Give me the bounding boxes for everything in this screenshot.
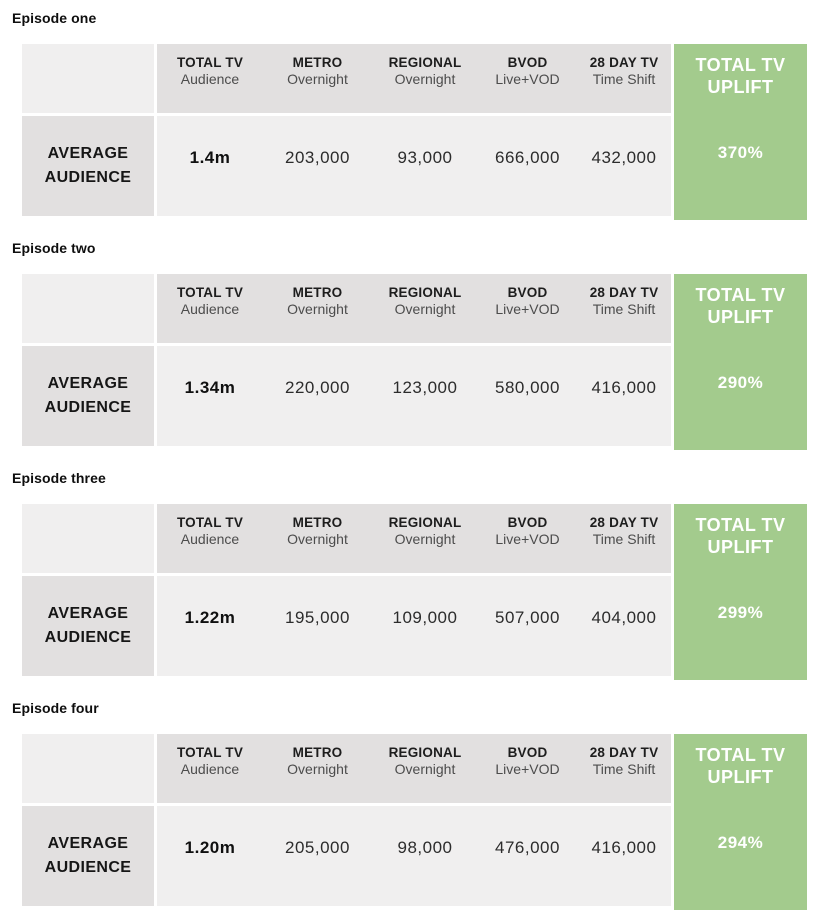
episode-three-section xyxy=(12,469,821,676)
table-data-row xyxy=(157,806,671,906)
table-data-row xyxy=(157,576,671,676)
audience-table xyxy=(22,44,807,216)
column-subtitle: Overnight xyxy=(287,71,348,87)
row-label-average-audience: AVERAGE AUDIENCE xyxy=(22,116,154,216)
episode-title: Episode three xyxy=(12,470,106,486)
value-regional: 98,000 xyxy=(397,838,453,857)
uplift-value: 290% xyxy=(717,373,764,392)
uplift-cell xyxy=(674,44,807,220)
value-bvod: 507,000 xyxy=(495,608,560,627)
column-title: TOTAL TV xyxy=(176,745,244,760)
column-title: 28 DAY TV xyxy=(589,55,659,70)
value-total-tv: 1.34m xyxy=(184,378,236,397)
column-title: 28 DAY TV xyxy=(589,515,659,530)
value-28-day-tv: 432,000 xyxy=(591,148,657,167)
column-subtitle: Audience xyxy=(180,761,240,777)
episode-title: Episode four xyxy=(12,700,99,716)
table-data-row xyxy=(157,346,671,446)
column-header-metro xyxy=(263,44,372,113)
column-title: METRO xyxy=(292,55,343,70)
column-subtitle: Live+VOD xyxy=(495,761,560,777)
column-subtitle: Overnight xyxy=(287,301,348,317)
column-title: METRO xyxy=(292,745,343,760)
uplift-header: TOTAL TV UPLIFT xyxy=(695,515,786,557)
value-bvod: 666,000 xyxy=(495,148,560,167)
column-header-regional xyxy=(372,504,478,573)
column-header-metro xyxy=(263,274,372,343)
column-title: REGIONAL xyxy=(388,515,462,530)
column-header-28-day-tv xyxy=(577,44,671,113)
column-subtitle: Overnight xyxy=(394,761,456,777)
column-header-metro xyxy=(263,504,372,573)
column-title: TOTAL TV xyxy=(176,55,244,70)
uplift-value: 299% xyxy=(717,603,764,622)
value-28-day-tv: 416,000 xyxy=(591,378,657,397)
uplift-value: 294% xyxy=(717,833,764,852)
column-title: REGIONAL xyxy=(388,285,462,300)
uplift-header: TOTAL TV UPLIFT xyxy=(695,55,786,97)
column-subtitle: Overnight xyxy=(287,761,348,777)
column-title: TOTAL TV xyxy=(176,515,244,530)
value-metro: 203,000 xyxy=(285,148,350,167)
column-title: REGIONAL xyxy=(388,745,462,760)
column-header-bvod xyxy=(478,504,577,573)
column-subtitle: Time Shift xyxy=(592,531,656,547)
uplift-cell xyxy=(674,734,807,910)
uplift-cell xyxy=(674,274,807,450)
episode-four-section xyxy=(12,699,821,906)
audience-table xyxy=(22,504,807,676)
value-bvod: 580,000 xyxy=(495,378,560,397)
table-header-row xyxy=(157,44,671,113)
column-title: 28 DAY TV xyxy=(589,285,659,300)
corner-cell xyxy=(22,734,154,803)
column-header-bvod xyxy=(478,44,577,113)
table-header-row xyxy=(157,734,671,803)
row-label-average-audience: AVERAGE AUDIENCE xyxy=(22,806,154,906)
column-title: REGIONAL xyxy=(388,55,462,70)
column-header-bvod xyxy=(478,274,577,343)
value-metro: 205,000 xyxy=(285,838,350,857)
column-subtitle: Overnight xyxy=(394,301,456,317)
column-header-28-day-tv xyxy=(577,504,671,573)
episode-title: Episode two xyxy=(12,240,96,256)
uplift-header: TOTAL TV UPLIFT xyxy=(695,745,786,787)
corner-cell xyxy=(22,274,154,343)
column-subtitle: Time Shift xyxy=(592,301,656,317)
column-header-regional xyxy=(372,44,478,113)
column-header-total-tv xyxy=(157,734,263,803)
column-header-bvod xyxy=(478,734,577,803)
value-regional: 109,000 xyxy=(392,608,458,627)
column-title: BVOD xyxy=(507,285,548,300)
column-subtitle: Overnight xyxy=(394,531,456,547)
value-metro: 220,000 xyxy=(285,378,350,397)
column-subtitle: Overnight xyxy=(287,531,348,547)
column-header-regional xyxy=(372,734,478,803)
column-subtitle: Overnight xyxy=(394,71,456,87)
value-total-tv: 1.4m xyxy=(189,148,231,167)
column-header-regional xyxy=(372,274,478,343)
column-header-total-tv xyxy=(157,44,263,113)
audience-table xyxy=(22,274,807,446)
uplift-value: 370% xyxy=(717,143,764,162)
column-subtitle: Time Shift xyxy=(592,71,656,87)
table-header-row xyxy=(157,504,671,573)
audience-table xyxy=(22,734,807,906)
value-total-tv: 1.20m xyxy=(184,838,236,857)
column-subtitle: Audience xyxy=(180,531,240,547)
column-title: METRO xyxy=(292,285,343,300)
value-28-day-tv: 416,000 xyxy=(591,838,657,857)
uplift-header: TOTAL TV UPLIFT xyxy=(695,285,786,327)
column-header-28-day-tv xyxy=(577,734,671,803)
value-28-day-tv: 404,000 xyxy=(591,608,657,627)
table-data-row xyxy=(157,116,671,216)
column-subtitle: Live+VOD xyxy=(495,71,560,87)
episode-one-section xyxy=(12,9,821,216)
episode-two-section xyxy=(12,239,821,446)
corner-cell xyxy=(22,44,154,113)
column-subtitle: Time Shift xyxy=(592,761,656,777)
value-metro: 195,000 xyxy=(285,608,350,627)
value-regional: 93,000 xyxy=(397,148,453,167)
column-subtitle: Audience xyxy=(180,301,240,317)
column-title: 28 DAY TV xyxy=(589,745,659,760)
column-title: BVOD xyxy=(507,55,548,70)
column-header-total-tv xyxy=(157,274,263,343)
column-header-28-day-tv xyxy=(577,274,671,343)
row-label-average-audience: AVERAGE AUDIENCE xyxy=(22,576,154,676)
column-subtitle: Audience xyxy=(180,71,240,87)
row-label-average-audience: AVERAGE AUDIENCE xyxy=(22,346,154,446)
value-total-tv: 1.22m xyxy=(184,608,236,627)
column-subtitle: Live+VOD xyxy=(495,531,560,547)
value-regional: 123,000 xyxy=(392,378,458,397)
table-header-row xyxy=(157,274,671,343)
corner-cell xyxy=(22,504,154,573)
uplift-cell xyxy=(674,504,807,680)
episode-title: Episode one xyxy=(12,10,97,26)
column-title: BVOD xyxy=(507,745,548,760)
column-title: BVOD xyxy=(507,515,548,530)
column-title: METRO xyxy=(292,515,343,530)
value-bvod: 476,000 xyxy=(495,838,560,857)
column-header-total-tv xyxy=(157,504,263,573)
column-subtitle: Live+VOD xyxy=(495,301,560,317)
column-header-metro xyxy=(263,734,372,803)
column-title: TOTAL TV xyxy=(176,285,244,300)
